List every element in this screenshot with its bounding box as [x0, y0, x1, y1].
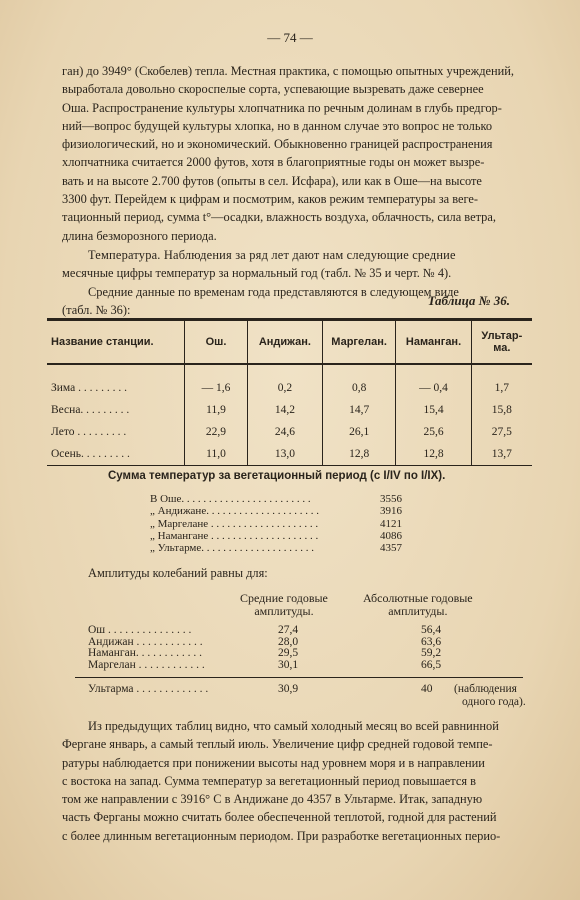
header-line: амплитуды. — [388, 604, 448, 618]
station-name: „ Ультарме. . . . . . . . . . . . . . . . . . . . . — [150, 542, 315, 555]
text-line: физиологический, но и экономический. Обыкновенно границей распространения — [62, 137, 493, 152]
text-line: с более длинным вегетационным периодом. При разработке вегетационных перио- — [62, 828, 501, 843]
text-line: часть Ферганы можно считать более обеспеченной теплотой, годной для растений — [62, 810, 497, 825]
table-cell: 27,5 — [471, 421, 532, 443]
station-name: В Оше. . . . . . . . . . . . . . . . . . . . . . . . — [150, 493, 311, 505]
table-cell: 25,6 — [396, 421, 471, 443]
paragraph-3 — [62, 717, 524, 845]
table-cell: 24,6 — [247, 421, 322, 443]
list-item — [150, 518, 430, 530]
table-cell: 15,4 — [396, 399, 471, 421]
col-header-andijan: Андижан. — [247, 320, 322, 365]
table-cell: 12,8 — [322, 443, 396, 466]
text-line: с востока на запад. Сумма температур за вегетационный период повышается в — [62, 773, 476, 788]
station-name: Ош . . . . . . . . . . . . . . . — [88, 625, 192, 636]
amplitude-header-absolute — [363, 592, 473, 618]
abs-amplitude: 66,5 — [421, 658, 442, 671]
text-line: месячные цифры температур за нормальный год (табл. № 35 и черт. № 4). — [62, 266, 452, 281]
table-cell: 22,9 — [185, 421, 248, 443]
table-cell: 12,8 — [396, 443, 471, 466]
station-name: „ Андижане. . . . . . . . . . . . . . . . . . . . . — [150, 505, 319, 518]
row-label: Зима . . . . . . . . . — [51, 382, 127, 394]
table-cell: 15,8 — [471, 399, 532, 421]
header-line: амплитуды. — [254, 604, 314, 618]
col-header-margelan: Маргелан. — [322, 320, 396, 365]
abs-amplitude: 56,4 — [421, 624, 442, 636]
avg-amplitude: 29,5 — [278, 647, 299, 660]
text-line: ратуры наблюдается при понижении высоты над уровнем моря и в направлении — [62, 755, 485, 770]
text-line: ний—вопрос будущей культуры хлопка, но в данном случае это вопрос не только — [62, 118, 493, 133]
table-cell: 13,7 — [471, 443, 532, 466]
table-cell: 26,1 — [322, 421, 396, 443]
row-label: Лето . . . . . . . . . — [51, 426, 127, 438]
sum-value: 3916 — [380, 505, 402, 518]
table-row — [47, 364, 532, 399]
station-name: „ Намангане . . . . . . . . . . . . . . . . . . . . — [150, 529, 319, 542]
text-line: вать и на высоте 2.700 футов (опыты в сел. Исфара), или как в Оше—на высоте — [62, 173, 482, 188]
table-cell: — 0,4 — [396, 364, 471, 399]
list-item — [150, 505, 430, 517]
amplitude-header-average — [240, 592, 328, 618]
sum-value: 3556 — [380, 493, 402, 505]
table-cell: 14,2 — [247, 399, 322, 421]
station-name: Андижан . . . . . . . . . . . . — [88, 636, 203, 648]
text-line: выработала довольно скороспелые сорта, успевающие вызревать даже севернее — [62, 82, 484, 97]
page-number: — 74 — — [267, 30, 313, 45]
text-line: том же направлении с 3916° С в Андижане до 4357 в Ультарме. Итак, западную — [62, 792, 483, 807]
row-label: Осень. . . . . . . . . — [47, 443, 185, 466]
list-item — [88, 625, 481, 637]
table-cell: 0,2 — [247, 364, 322, 399]
station-name: Наманган. . . . . . . . . . . . — [88, 648, 202, 660]
note-line: одного года). — [462, 695, 526, 708]
sum-value: 4086 — [380, 529, 402, 542]
col-header-osh: Ош. — [185, 320, 248, 365]
table-cell: 0,8 — [322, 364, 396, 399]
text-line: Фергане январь, а самый теплый июль. Увеличение цифр средней годовой темпе- — [62, 737, 493, 752]
avg-amplitude: 30,9 — [278, 683, 299, 695]
header-line: Абсолютные годовые — [363, 591, 473, 605]
station-name: „ Маргелане . . . . . . . . . . . . . . . . . . . . — [150, 517, 319, 530]
text-line: длина безморозного периода. — [62, 228, 217, 243]
text-line: Из предыдущих таблиц видно, что самый холодный месяц во всей равнинной — [88, 719, 499, 733]
amplitude-list — [88, 625, 481, 671]
row-label: Весна. . . . . . . . . — [51, 404, 130, 416]
avg-amplitude: 27,4 — [278, 624, 299, 636]
table-cell: 1,7 — [471, 364, 532, 399]
table-cell: 13,0 — [247, 443, 322, 466]
table-cell: 11,0 — [185, 443, 248, 466]
list-item — [150, 493, 430, 505]
abs-amplitude: 63,6 — [421, 635, 442, 648]
observation-note — [454, 683, 526, 708]
station-name: Маргелан . . . . . . . . . . . . — [88, 659, 205, 671]
list-item — [150, 530, 430, 542]
text-line: ган) до 3949° (Скобелев) тепла. Местная практика, с помощью опытных учреждений, — [62, 64, 514, 78]
text-line: хлопчатника считается 2000 футов, хотя в благоприятные годы он может вызре- — [62, 155, 485, 170]
abs-amplitude: 40 — [421, 683, 433, 695]
note-line: (наблюдения — [454, 683, 517, 695]
sum-temperature-title: Сумма температур за вегетационный период (с I/IV по I/IX). — [108, 470, 446, 482]
table-cell: 11,9 — [185, 399, 248, 421]
avg-amplitude: 28,0 — [278, 635, 299, 648]
table-caption: Таблица № 36. — [427, 293, 510, 308]
col-header-ultarma: Ультар-ма. — [471, 320, 532, 365]
list-item — [150, 542, 430, 554]
col-header-namangan: Наманган. — [396, 320, 471, 365]
station-name: Ультарма . . . . . . . . . . . . . — [88, 683, 209, 695]
text-line: Температура. Наблюдения за ряд лет дают нам следующие средние — [88, 248, 456, 262]
text-line: Оша. Распространение культуры хлопчатника по речным долинам в глубь предгор- — [62, 100, 502, 115]
list-item — [88, 660, 481, 672]
text-line: тационный период, сумма t°—осадки, влажность воздуха, облачность, сила ветра, — [62, 210, 496, 225]
abs-amplitude: 59,2 — [421, 647, 442, 660]
table-row — [47, 399, 532, 421]
table-cell: 14,7 — [322, 399, 396, 421]
text-line: Средние данные по временам года представляются в следующем виде — [88, 284, 459, 299]
sum-value: 4121 — [380, 517, 402, 530]
table-row — [47, 443, 532, 466]
season-temperature-table — [47, 318, 532, 466]
sum-value: 4357 — [380, 542, 402, 555]
text-line: 3300 фут. Перейдем к цифрам и посмотрим, каков режим температуры за веге- — [62, 192, 479, 207]
header-line: Средние годовые — [240, 591, 328, 605]
paragraph-1 — [62, 62, 524, 245]
divider — [75, 677, 523, 678]
sum-temperature-list — [150, 493, 430, 554]
table-row — [47, 421, 532, 443]
amplitude-intro: Амплитуды колебаний равны для: — [88, 566, 268, 580]
text-line: (табл. № 36): — [62, 302, 131, 317]
col-header-station: Название станции. — [47, 320, 185, 365]
avg-amplitude: 30,1 — [278, 658, 299, 671]
table-cell: — 1,6 — [185, 364, 248, 399]
ultarma-row — [88, 683, 526, 708]
